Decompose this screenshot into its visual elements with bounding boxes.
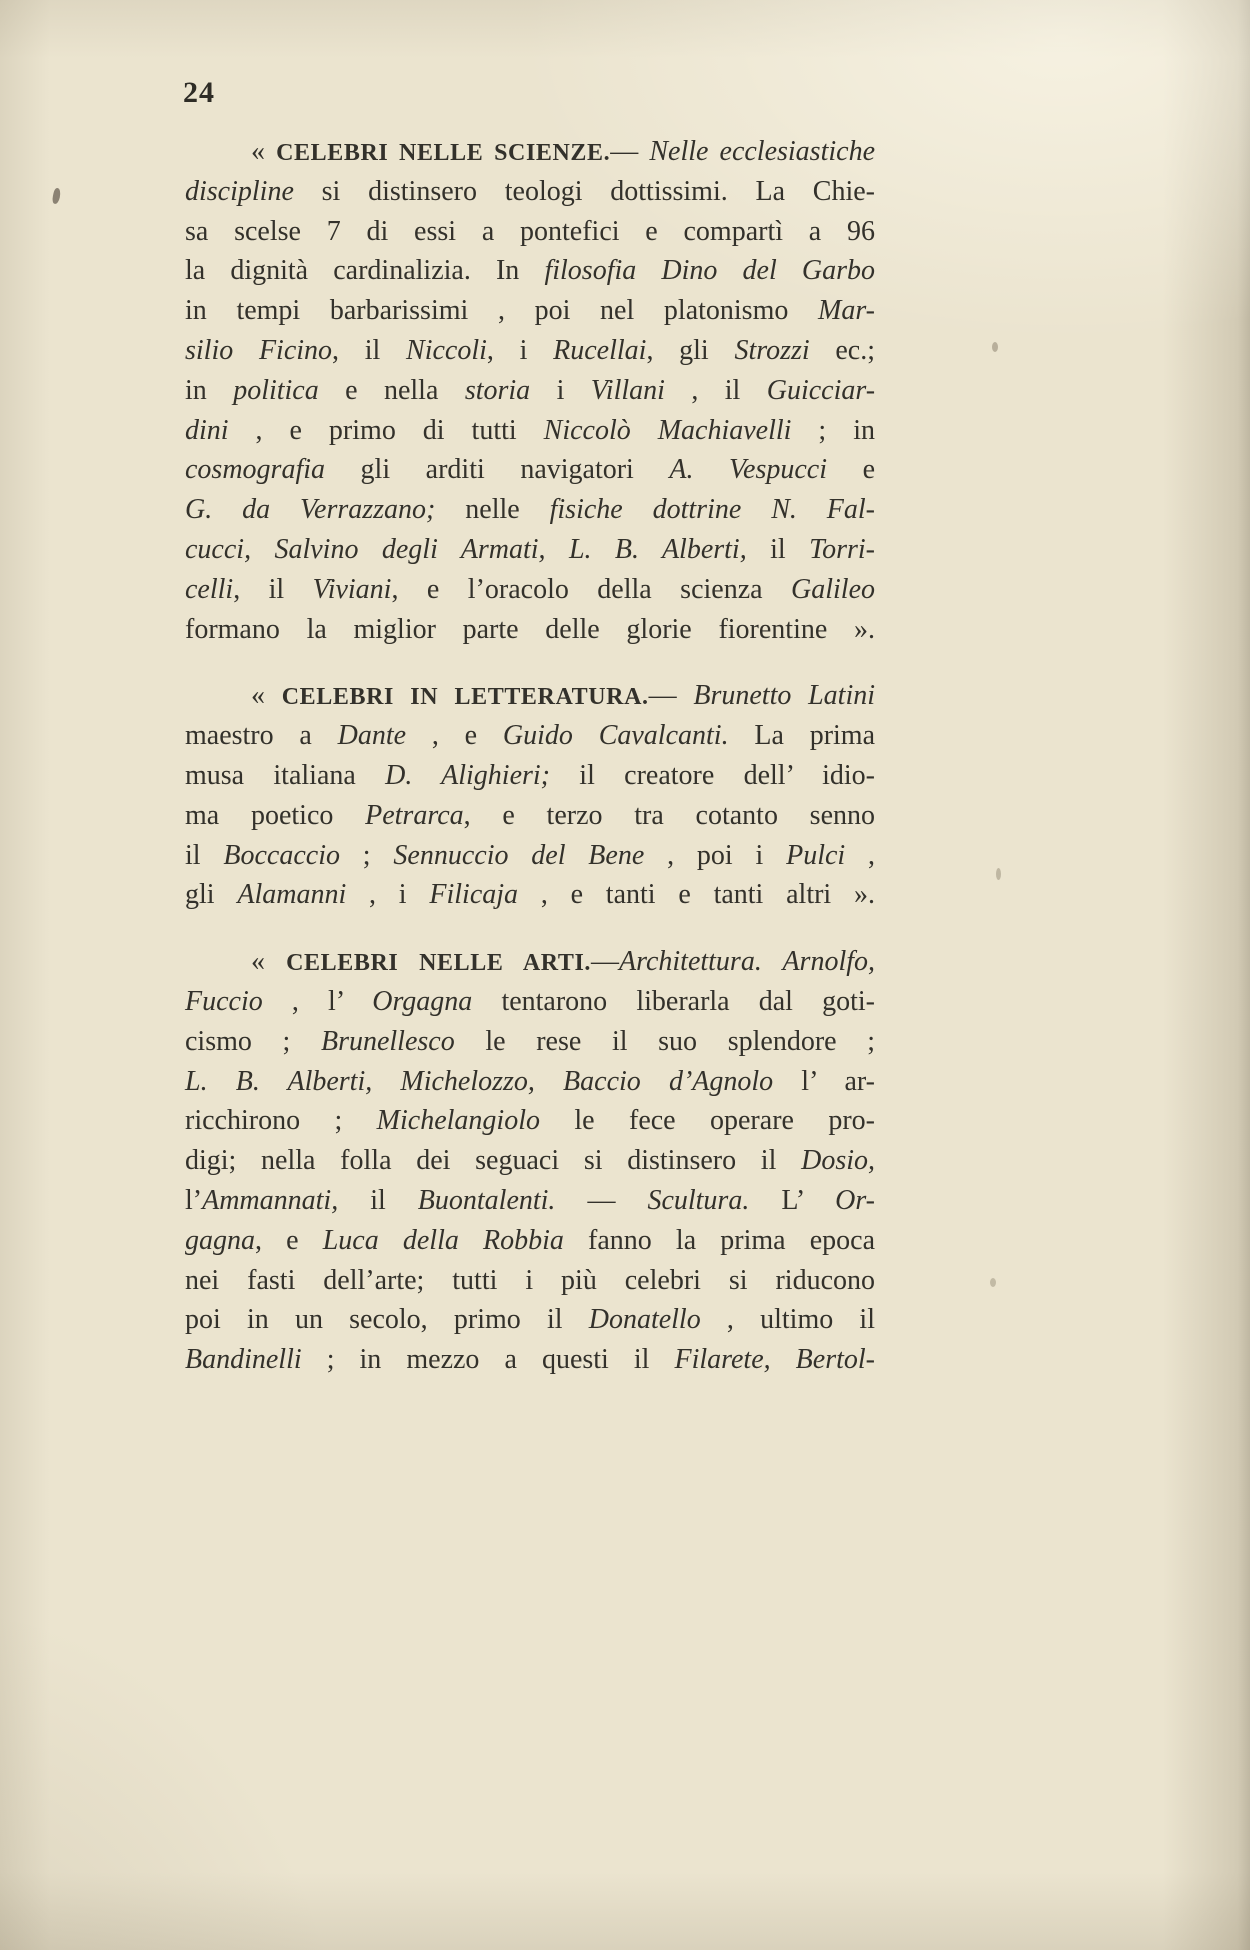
italic-text: Strozzi: [734, 334, 810, 366]
text-line: [185, 251, 875, 291]
italic-text: Guicciar-: [766, 374, 876, 406]
body-text: , e tanti e tanti altri ».: [518, 879, 875, 911]
paragraph-celebri-in-letteratura: [185, 676, 875, 915]
italic-text: Dosio,: [801, 1145, 875, 1177]
italic-text: Niccoli: [406, 334, 487, 366]
italic-text: Nelle ecclesiastiche: [649, 136, 875, 167]
italic-text: Donatello: [588, 1304, 701, 1336]
body-text: , l’: [262, 985, 373, 1017]
body-text: , il: [233, 573, 313, 605]
body-text: gli arditi navigatori: [325, 454, 670, 486]
italic-text: Pulci: [786, 839, 846, 871]
italic-text: Torri-: [809, 533, 876, 565]
body-text: «: [251, 946, 287, 978]
italic-text: cucci, Salvino degli Armati, L. B. Alberti,: [185, 533, 747, 565]
body-text: musa italiana: [185, 759, 386, 791]
small-caps-heading: CELEBRI IN LETTERATURA.: [281, 684, 649, 711]
paragraph-celebri-nelle-scienze: [185, 132, 875, 649]
italic-text: Brunetto Latini: [693, 680, 876, 712]
body-text: , e: [406, 720, 503, 752]
body-text: il creatore dell’ idio-: [550, 759, 875, 791]
body-text: formano la miglior parte delle glorie fiorentine ».: [185, 613, 875, 645]
text-line: [185, 1022, 875, 1062]
body-text: il: [746, 533, 810, 565]
body-text: L’: [749, 1184, 836, 1216]
body-text: —: [610, 136, 650, 167]
italic-text: Or-: [835, 1184, 875, 1216]
body-text: l’ ar-: [773, 1065, 875, 1097]
text-line: [185, 1261, 875, 1301]
text-line: [185, 450, 875, 490]
italic-text: Rucellai: [553, 334, 647, 366]
body-text: i: [530, 374, 591, 406]
italic-text: discipline: [185, 175, 294, 207]
body-text: ; in mezzo a questi il: [301, 1344, 675, 1376]
italic-text: D. Alighieri;: [385, 759, 550, 791]
text-line: [185, 371, 875, 411]
page-number: 24: [183, 76, 215, 109]
body-text: , e: [255, 1224, 323, 1256]
italic-text: N. Fal-: [771, 494, 876, 526]
body-text: [741, 494, 771, 525]
italic-text: Alamanni: [237, 879, 347, 911]
text-line: [185, 212, 875, 252]
italic-text: Sennuccio del Bene: [393, 839, 645, 871]
italic-text: G. da Verrazzano;: [185, 494, 436, 526]
italic-text: Petrarca: [365, 799, 464, 831]
italic-text: L. B. Alberti, Michelozzo, Baccio d’Agnolo: [185, 1065, 774, 1097]
body-text: ricchirono ;: [185, 1105, 377, 1137]
italic-text: silio Ficino: [185, 334, 333, 366]
body-text: e nella: [318, 374, 465, 406]
text-line: [185, 411, 875, 451]
scan-artifact: [992, 342, 998, 352]
italic-text: Bandinelli: [185, 1344, 302, 1376]
text-line: [185, 530, 875, 570]
italic-text: Ammannati,: [202, 1184, 339, 1216]
body-text: si distinsero teologi dottissimi. La Chie-: [293, 175, 875, 207]
body-text: maestro a: [185, 720, 338, 752]
scan-artifact: [990, 1278, 996, 1287]
text-line: [185, 1300, 875, 1340]
body-text: —: [555, 1184, 648, 1216]
body-text: —: [648, 680, 694, 712]
text-line: [185, 676, 875, 716]
body-text: sa scelse 7 di essi a pontefici e compartì a 96: [185, 215, 875, 247]
body-text: digi; nella folla dei seguaci si distinsero il: [185, 1145, 802, 1177]
body-text: , il: [664, 374, 767, 406]
body-text: , ultimo il: [700, 1304, 875, 1336]
body-text: «: [251, 136, 277, 167]
italic-text: Luca della Robbia: [322, 1224, 564, 1256]
body-text: tentarono liberarla dal goti-: [472, 985, 875, 1017]
italic-text: Scultura.: [647, 1184, 750, 1216]
italic-text: Fuccio: [185, 985, 263, 1017]
body-text: in: [185, 374, 234, 406]
text-line: [185, 1181, 875, 1221]
italic-text: celli: [185, 573, 234, 605]
italic-text: Michelangiolo: [376, 1105, 540, 1137]
body-text: le fece operare pro-: [539, 1105, 875, 1137]
body-text: l’: [185, 1184, 203, 1216]
body-text: La prima: [728, 720, 876, 752]
paragraph-celebri-nelle-arti: [185, 942, 875, 1380]
text-line: [185, 836, 875, 876]
italic-text: Guido Cavalcanti.: [502, 720, 729, 752]
text-line: [185, 291, 875, 331]
text-line: [185, 1062, 875, 1102]
body-text: , gli: [646, 334, 735, 366]
scan-artifact: [51, 187, 61, 204]
italic-text: Dante: [337, 720, 407, 752]
body-text: il: [185, 839, 224, 871]
body-text: ec.;: [809, 334, 876, 366]
body-text: ,: [845, 839, 876, 871]
italic-text: Boccaccio: [223, 839, 340, 871]
body-text: e: [827, 454, 875, 486]
text-line: [185, 875, 875, 915]
text-line: [185, 756, 875, 796]
text-line: [185, 1221, 875, 1261]
body-text: nei fasti dell’arte; tutti i più celebri si riducono: [185, 1264, 875, 1296]
small-caps-heading: CELEBRI NELLE ARTI.: [286, 950, 591, 977]
italic-text: Villani: [590, 374, 665, 406]
text-line: [185, 942, 875, 982]
body-text: «: [251, 680, 282, 712]
italic-text: Buontalenti.: [417, 1184, 556, 1216]
italic-text: Architettura. Arnolfo,: [619, 946, 875, 978]
small-caps-heading: CELEBRI NELLE SCIENZE.: [276, 140, 611, 166]
text-line: [185, 796, 875, 836]
italic-text: A. Vespucci: [669, 454, 828, 486]
body-text: in tempi barbarissimi , poi nel platonismo: [185, 295, 819, 327]
text-line: [185, 570, 875, 610]
text-line: [185, 716, 875, 756]
italic-text: dini: [185, 414, 229, 446]
italic-text: politica: [233, 374, 319, 406]
body-text: fanno la prima epoca: [563, 1224, 875, 1256]
text-line: [185, 610, 875, 650]
italic-text: Orgagna: [372, 985, 473, 1017]
italic-text: Filarete, Bertol-: [674, 1344, 875, 1376]
body-text: la dignità cardinalizia. In: [185, 255, 545, 287]
italic-text: Galileo: [791, 573, 876, 605]
body-text: —: [591, 946, 619, 978]
body-text: , e terzo tra cotanto senno: [463, 799, 876, 831]
body-text: il: [338, 1184, 418, 1216]
text-block: [185, 132, 875, 1380]
italic-text: Mar-: [818, 295, 875, 327]
text-line: [185, 1141, 875, 1181]
text-line: [185, 1340, 875, 1380]
italic-text: cosmografia: [185, 454, 325, 486]
italic-text: Filicaja: [429, 879, 519, 911]
body-text: , e l’oracolo della scienza: [391, 573, 792, 605]
body-text: poi in un secolo, primo il: [185, 1304, 589, 1336]
body-text: nelle: [435, 494, 550, 526]
text-line: [185, 490, 875, 530]
italic-text: Niccolò Machiavelli: [543, 414, 792, 446]
italic-text: fisiche dottrine: [549, 494, 742, 526]
italic-text: Viviani: [312, 573, 392, 605]
body-text: cismo ;: [185, 1025, 321, 1057]
body-text: le rese il suo splendore ;: [454, 1025, 875, 1057]
body-text: , il: [332, 334, 407, 366]
body-text: ;: [339, 839, 394, 871]
body-text: gli: [185, 879, 238, 911]
italic-text: gagna: [185, 1224, 255, 1256]
body-text: ; in: [791, 414, 875, 446]
text-line: [185, 132, 875, 172]
body-text: , e primo di tutti: [228, 414, 544, 446]
italic-text: storia: [464, 374, 531, 406]
text-line: [185, 1101, 875, 1141]
text-line: [185, 172, 875, 212]
italic-text: Brunellesco: [320, 1025, 455, 1057]
body-text: ma poetico: [185, 799, 366, 831]
body-text: , i: [346, 879, 430, 911]
text-line: [185, 331, 875, 371]
body-text: , poi i: [644, 839, 787, 871]
scan-artifact: [996, 868, 1001, 880]
body-text: , i: [486, 334, 554, 366]
italic-text: filosofia Dino del Garbo: [544, 255, 875, 287]
text-line: [185, 982, 875, 1022]
